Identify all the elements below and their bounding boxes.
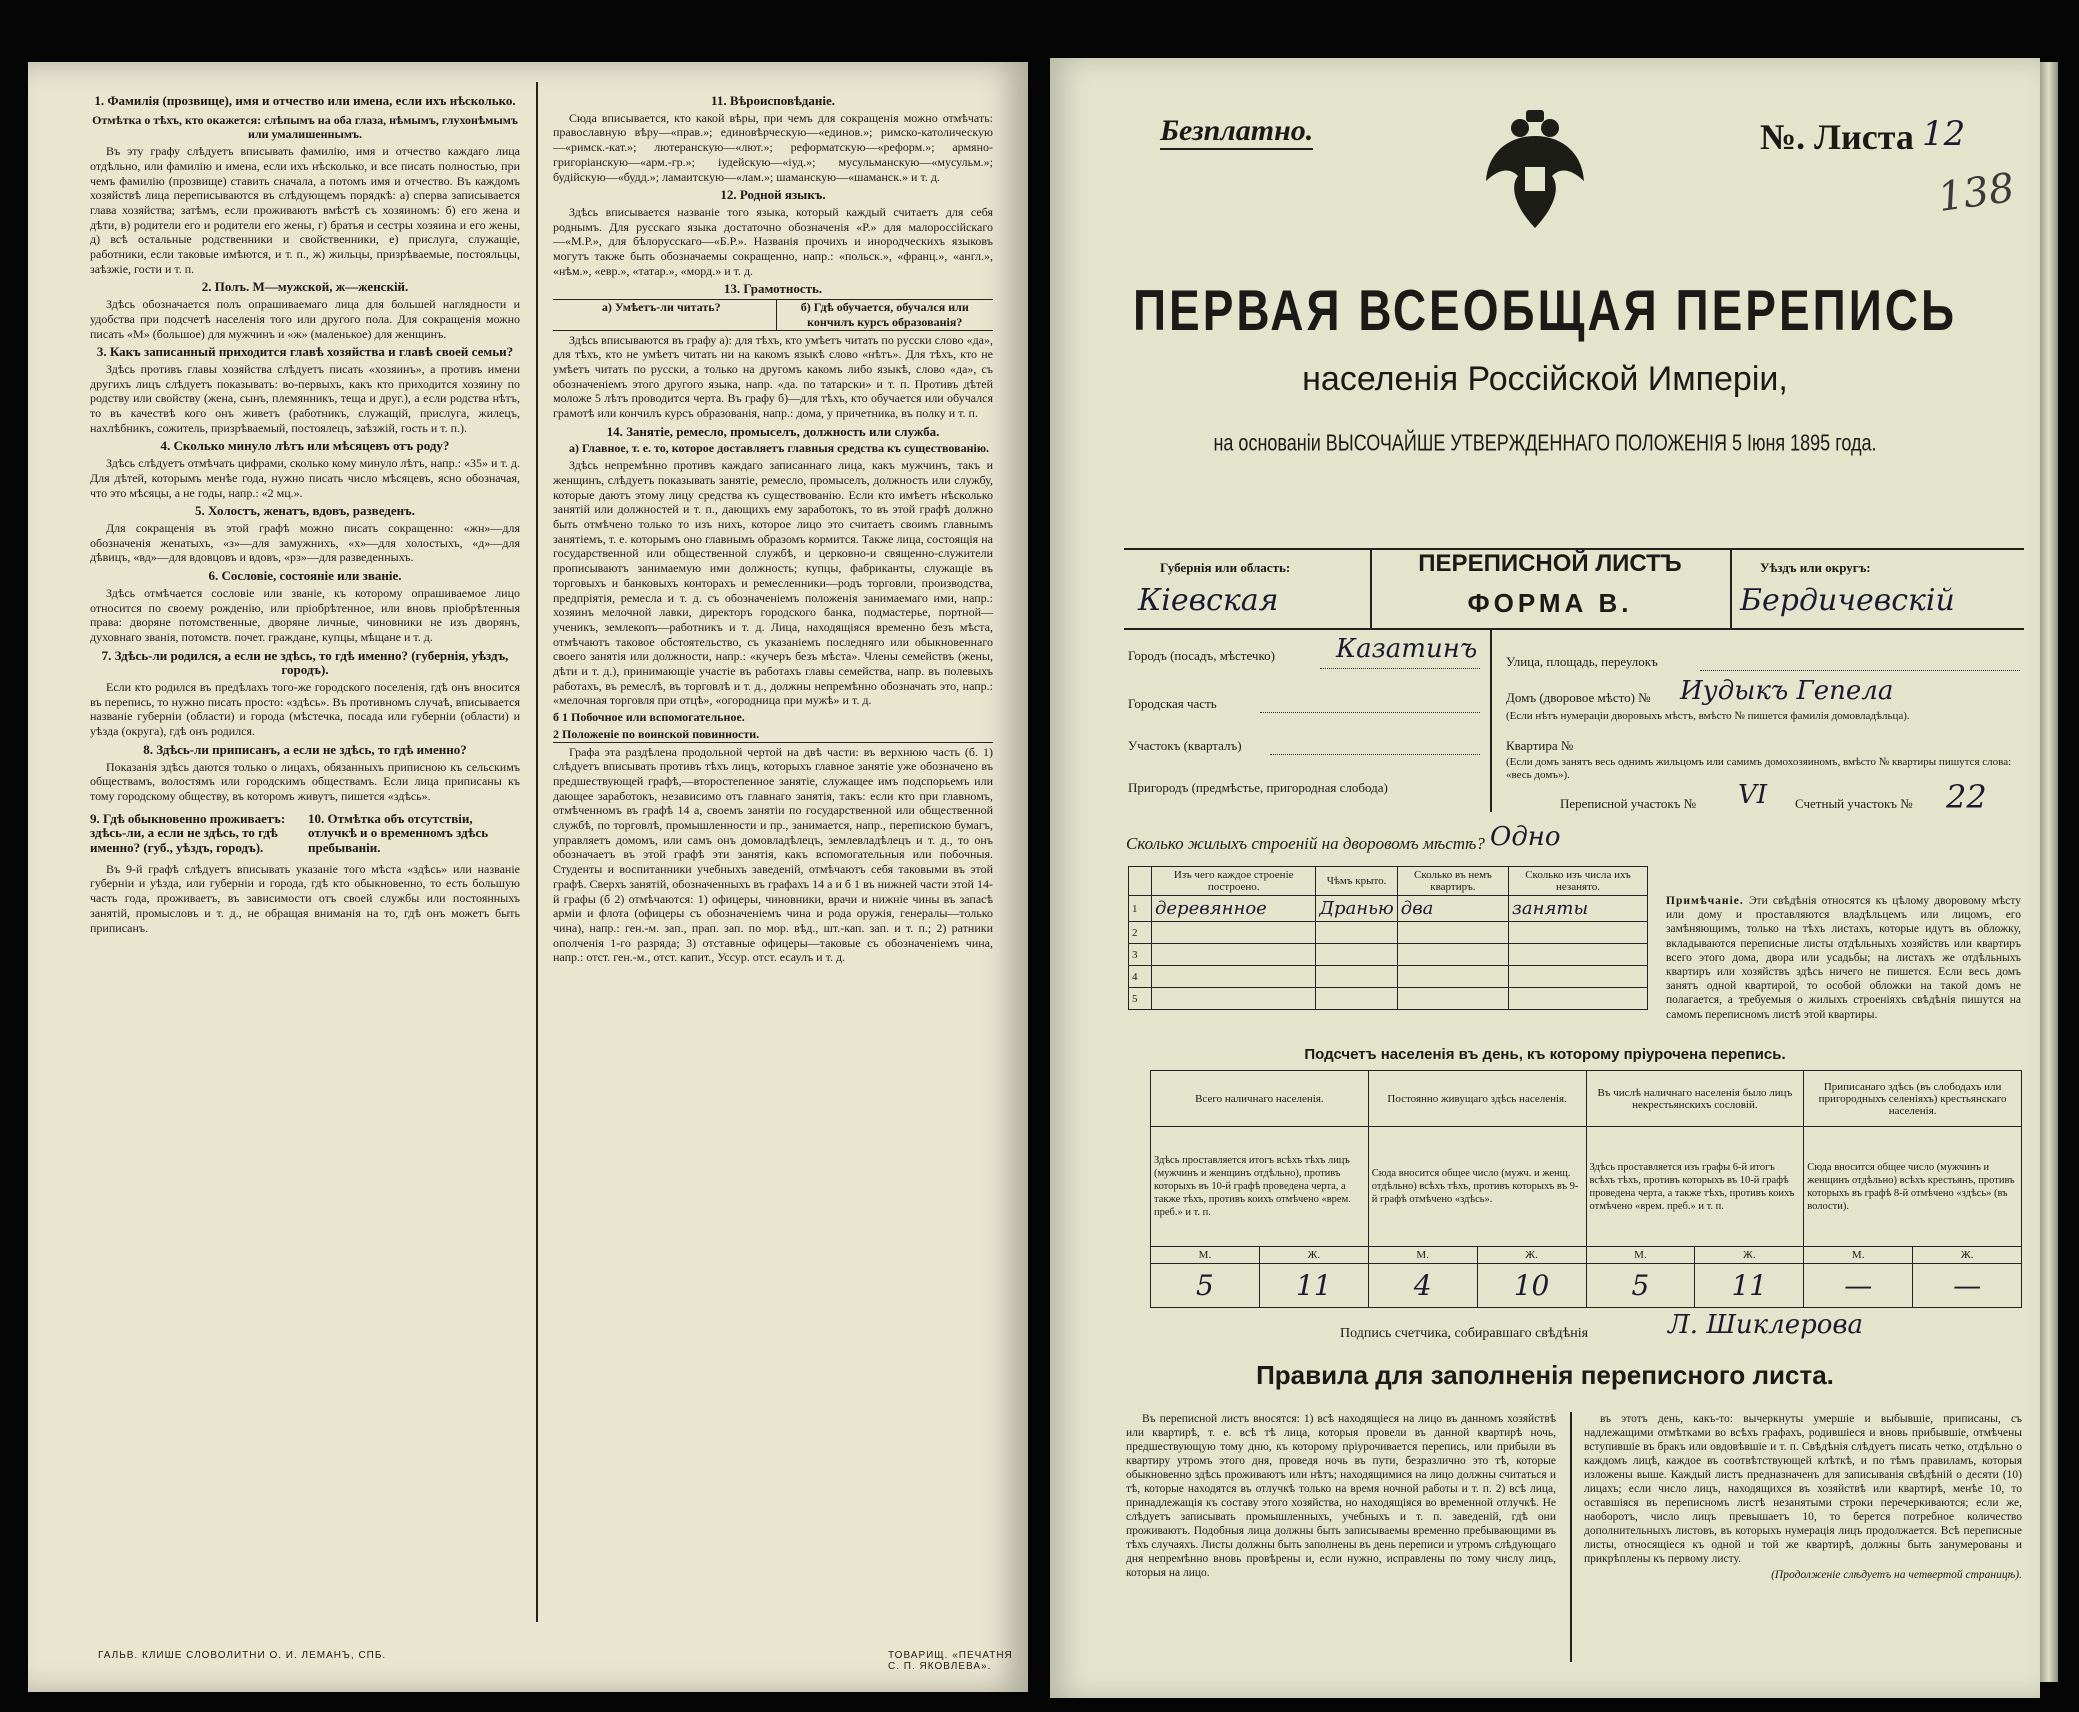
- section-text-14b: Графа эта раздѣлена продольной чертой на двѣ части: въ верхнюю часть (б. 1) слѣдуетъ вписывать противъ тѣхъ лицъ, которыхъ главное занятіе уже обозначено въ предшествующей графѣ,—второстепенное занятіе, служащее имъ подспорьемъ или дающее заработокъ, независимо отъ главнаго занятія, такъ: если кто при главномъ, отмѣченномъ въ графѣ 14 а, своемъ занятіи по государственной или общественной службѣ, по торговлѣ, промышленности и пр., занимается, напр., перепискою бумагъ, управляетъ домомъ, или самъ онъ домовладѣлецъ, землевладѣлецъ и т. д., то онъ обозначаетъ въ этой графѣ эти занятія, какъ вспомогательныя или побочныя. Студенты и воспитанники учебныхъ заведеній, отмѣчаютъ себя таковыми въ этой графѣ. Сверхъ занятій, обозначенныхъ въ графахъ 14 а и б 1 въ нижней части этой 14-й графы (б 2) отмѣчаются: 1) офицеры, чиновники, врачи и нижніе чины въ запасѣ арміи и флота (офицеры съ обозначеніемъ чина и рода оружія, генералы—только чина), напр.: ген.-м. зап., прап. зап. по мор. вѣд., шт.-кап. зап. и т. п.; 2) ратники ополченія 1-го разряда; 3) отставные офицеры—таковые съ обозначеніемъ чина, напр.: отст. ген.-м., отст. капит., Уссур. отст. есаулъ и т. д.: [553, 744, 993, 965]
- rules-text-2: въ этотъ день, какъ-то: вычеркнуты умершіе и выбывшіе, приписаны, съ надлежащими отмѣтками во всѣхъ графахъ, родившіеся и вновь прибывшіе, отмѣчены вступившіе въ бракъ или овдовѣвшіе и т. п. Свѣдѣнія слѣдуетъ писать четко, отдѣльно о каждомъ лицѣ, каждое въ соотвѣтствующей клѣткѣ, и по тѣмъ правиламъ, которыя изложены выше. Каждый листъ предназначенъ для записыванія свѣдѣній о десяти (10) лицахъ; если число лицъ, находящихся въ хозяйствѣ или квартирѣ, менѣе 10, то оставшіяся въ переписномъ листѣ незанятыми строки перечеркиваются; если же, наоборотъ, число лицъ превышаетъ 10, то берется потребное количество дополнительныхъ листовъ, въ которыхъ нумерація лицъ продолжается. Всѣ переписные листы, относящіеся къ одной и той же квартирѣ, должны быть занумерованы и прикрѣплены къ первому листу.: [1584, 1413, 2022, 1565]
- signature-value: Л. Шиклерова: [1668, 1310, 1864, 1340]
- section-14b1-label: б 1 Побочное или вспомогательное.: [553, 710, 745, 725]
- section-title-2: 2. Полъ. М—мужской, ж—женскій.: [201, 279, 409, 295]
- section-text-3: Здѣсь противъ главы хозяйства слѣдуетъ писать «хозяинъ», а противъ имени другихъ лицъ слѣдуетъ показывать: во-первыхъ, какъ кто приходится хозяину по родству или свойству (жена, сынъ, племянникъ, теща и друг.), а если родства нѣтъ, то въ качествѣ кого онъ живетъ (работникъ, служащій, прислуга, жилецъ, нахлѣбникъ, сожитель, призрѣваемый, постоялецъ, заѣзжій, гость и т. п.).: [90, 361, 520, 435]
- buildings-header-roof: Чѣмъ крыто.: [1316, 867, 1397, 896]
- signature-label: Подпись счетчика, собиравшаго свѣдѣнія: [1340, 1326, 1589, 1341]
- section-text-2: Здѣсь обозначается полъ опрашиваемаго лица для большей наглядности и удобства при подсчетѣ населенія того или другого пола. Для сокращенія можно писать «М» (большое) для мужчинъ и «ж» (маленькое) для женщинъ.: [90, 297, 520, 341]
- section-title-11: 11. Вѣроисповѣданіе.: [711, 93, 835, 108]
- column-divider: [536, 82, 538, 1622]
- gorod-value: Казатинъ: [1336, 634, 1478, 664]
- rules-title: Правила для заполненія переписного листа.: [1256, 1360, 1834, 1390]
- page-title: ПЕРВАЯ ВСЕОБЩАЯ ПЕРЕПИСЬ: [1132, 277, 1958, 343]
- section-text-11: Сюда вписывается, кто какой вѣры, при чемъ для сокращенія можно отмѣчать: православную вѣру—«прав.»; единовѣрческую—«единов.»; римско-католическую—«римск.-кат.»; лютеранскую—«лют.»; реформатскую—«реформ.»; армяно-григоріанскую—«арм.-гр.»; іудейскую—«іуд.»; мусульманскую—«мусульм.»; будійскую—«будд.»; ламаитскую—«лам.»; шаманскую—«шаманск.» и т. д.: [553, 110, 993, 184]
- section-title-12: 12. Родной языкъ.: [720, 187, 826, 203]
- gubernia-value: Кіевская: [1138, 583, 1279, 618]
- schetny-label: Счетный участокъ №: [1795, 796, 1913, 811]
- dom-label: Домъ (дворовое мѣсто) №: [1506, 690, 1651, 705]
- buildings-header-flats: Сколько въ немъ квартиръ.: [1397, 867, 1508, 896]
- section-title-10: 10. Отмѣтка объ отсутствіи, отлучкѣ и о временномъ здѣсь пребываніи.: [308, 810, 489, 856]
- legal-basis: на основаніи ВЫСОЧАЙШЕ УТВЕРЖДЕННАГО ПОЛОЖЕНІЯ 5 Іюня 1895 года.: [1213, 429, 1877, 456]
- table-row: 1 деревянное Дранью два заняты: [1129, 896, 1648, 922]
- left-page: [28, 62, 1028, 1692]
- count-header-total: Всего наличнаго населенія.: [1151, 1071, 1369, 1127]
- count-desc-total: Здѣсь проставляется итогъ всѣхъ тѣхъ лицъ (мужчинъ и женщинъ отдѣльно), противъ которыхъ въ 10-й графѣ проведена черта, а также тѣхъ, противъ коихъ отмѣчено «врем. преб.» и т. п.: [1151, 1127, 1369, 1247]
- page-subtitle: населенія Россійской Имперіи,: [1302, 360, 1788, 398]
- buildings-header-material: Изъ чего каждое строеніе построено.: [1152, 867, 1316, 896]
- uezd-label: Уѣздъ или округъ:: [1760, 560, 1871, 575]
- count-desc-non-peasant: Здѣсь проставляется изъ графы 6-й итогъ всѣхъ тѣхъ, противъ которыхъ въ 10-й графѣ проведена черта, а также тѣхъ, противъ коихъ отмѣчено «врем. преб.» и т. п.: [1586, 1127, 1804, 1247]
- section-text-4: Здѣсь слѣдуетъ отмѣчать цифрами, сколько кому минуло лѣтъ, напр.: «35» и т. д. Для дѣтей, которымъ менѣе года, нужно писать число мѣсяцевъ, ясно обозначая, что это мѣсяцы, а не годы, напр.: «2 мц.».: [90, 456, 520, 500]
- left-column-1: [90, 90, 520, 937]
- note-title: Примѣчаніе.: [1666, 895, 1744, 907]
- section-title-9: 9. Гдѣ обыкновенно проживаетъ: здѣсь-ли, а если не здѣсь, то гдѣ именно? (губ., уѣздъ, городъ).: [90, 810, 286, 856]
- section-title-7: 7. Здѣсь-ли родился, а если не здѣсь, то гдѣ именно? (губернія, уѣздъ, городъ).: [101, 647, 509, 678]
- section-text-12: Здѣсь вписывается названіе того языка, который каждый считаетъ для себя роднымъ. Для русскаго языка достаточно обозначенія «Р.» для малороссійскаго—«М.Р.», для бѣлорусскаго—«Б.Р.». Названія прочихъ и инородческихъ языковъ могутъ также быть обозначаемы сокращенно, напр.: «польск.», «франц.», «англ.», «нѣм.», «евр.», «татар.», «морд.» и т. д.: [553, 204, 993, 278]
- section-title-14: 14. Занятіе, ремесло, промыселъ, должность или служба.: [606, 423, 940, 439]
- chast-label: Городская часть: [1128, 696, 1217, 711]
- schetny-value: 22: [1946, 778, 1987, 816]
- section-text-1: Въ эту графу слѣдуетъ вписывать фамилію, имя и отчество каждаго лица отдѣльно, или фамилію и имена, если ихъ нѣсколько, и все писать полностью, при чемъ фамилію (прозвище) ставить сначала, а потомъ имя и отчество. Въ каждомъ хозяйствѣ лица переписываются въ слѣдующемъ порядкѣ: а) сперва записывается глава хозяйства; затѣмъ, если проживаютъ вмѣстѣ съ хозяиномъ: б) его жена и дѣти, в) родители его и родители его жены, г) братья и сестры хозяина и его жены, д) всѣ остальные родственники и свойственники, е) прислуга, служащіе, работники, если таковые имѣются, и т. п., ж) жильцы, призрѣваемые, постояльцы, заѣзжіе, гости и т. п.: [90, 144, 520, 276]
- gorod-label: Городъ (посадъ, мѣстечко): [1128, 648, 1275, 663]
- note-text: Эти свѣдѣнія относятся къ цѣлому дворовому мѣсту или дому и проставляются владѣльцемъ или лицомъ, его замѣняющимъ, только на тѣхъ листахъ, которые идутъ въ обложку, вкладываются переписные листы отдѣльныхъ хозяйствъ или квартиръ всего этого дома, двора или усадьбы; на листахъ же отдѣльныхъ квартиръ или хозяйствъ здѣсь ничего не пишется. Если весь домъ занятъ одной квартирой, то особой обложки на такой домъ не полагается, а требуемыя о жилыхъ строеніяхъ свѣдѣнія пишутся на самомъ переписномъ листѣ этой квартиры.: [1666, 895, 2021, 1021]
- kvartira-label: Квартира №: [1506, 738, 1574, 753]
- form-title-2: ФОРМА В.: [1467, 588, 1633, 618]
- section-title-6: 6. Сословіе, состояніе или званіе.: [208, 568, 402, 584]
- count-desc-peasant: Сюда вносится общее число (мужчинъ и женщинъ отдѣльно) всѣхъ крестьянъ, противъ которыхъ въ графѣ 8-й отмѣчено «здѣсь» (въ волости).: [1804, 1127, 2022, 1247]
- form-title-1: ПЕРЕПИСНОЙ ЛИСТЪ: [1418, 550, 1682, 577]
- count-desc-permanent: Сюда вносится общее число (мужч. и женщ. отдѣльно) всѣхъ тѣхъ, противъ которыхъ въ 9-й графѣ отмѣчено «здѣсь».: [1368, 1127, 1586, 1247]
- section-title-8: 8. Здѣсь-ли приписанъ, а если не здѣсь, то гдѣ именно?: [143, 741, 467, 757]
- section-text-7: Если кто родился въ предѣлахъ того-же городского поселенія, гдѣ онъ вносится въ перепись, то нужно писать просто: «здѣсь». Въ противномъ случаѣ, вписывается названіе губерніи (области) и города (мѣстечка, посада или губерніи (области) и уѣзда (округа), гдѣ онъ родился.: [90, 680, 520, 739]
- section-text-13: Здѣсь вписываются въ графу а): для тѣхъ, кто умѣетъ читать по русски слово «да», для тѣхъ, кто не умѣетъ читать ни на какомъ языкѣ слово «нѣтъ». Для тѣхъ, кто не умѣетъ читать по русски, а только на другомъ какомъ либо языкѣ, слово «да», съ обозначеніемъ этого другого языка, напр. «да. по татарски» и т. п. Противъ дѣтей моложе 5 лѣтъ проводится черта. Въ графу б)—для тѣхъ, кто обучается или обучался грамотѣ или кончилъ курсъ образованія, напр.: дома, у причетника, въ полку и т. п.: [553, 332, 993, 421]
- literacy-b-label: б) Гдѣ обучается, обучался или кончилъ курсъ образованія?: [776, 300, 994, 329]
- section-text-6: Здѣсь отмѣчается сословіе или званіе, къ которому опрашиваемое лицо относится по своему рожденію, или пріобрѣтенное, или вновь пріобрѣтенныя права: дворяне потомственные, дворяне личные, чиновники не изъ дворянъ, духовнаго званія, потомств. почет. граждане, купцы, мѣщане и т. д.: [90, 585, 520, 644]
- prigorod-label: Пригородъ (предмѣстье, пригородная слобода): [1128, 780, 1388, 795]
- archive-page-number: 138: [1935, 164, 2018, 222]
- rules-text-1: Въ переписной листъ вносятся: 1) всѣ находящіеся на лицо въ данномъ хозяйствѣ или квартирѣ, т. е. всѣ тѣ лица, которыя провели въ данной квартирѣ ночь, предшествующую тому дню, къ которому пріурочивается перепись, или прибыли въ квартиру утромъ этого дня, проведя ночь въ пути, безразлично это тѣ, которые обыкновенно здѣсь проживаютъ или нѣтъ; находящимися на лицо должны считаться и тѣ, которые находятся въ отлучкѣ только на время ночной работы и т. п. 2) всѣ лица, принадлежащія къ составу этого хозяйства, но находящіяся во временной отлучкѣ. Не слѣдуетъ записывать промышленныхъ, учебныхъ и т. п. заведеній, гдѣ они проживаютъ. Подобныя лица должны быть записываемы временно пребывающими въ тѣхъ случаяхъ. Листы должны быть заполнены въ день переписи и утромъ слѣдующаго дня непремѣнно вновь провѣрены и, если нужно, исправлены по тому числу лицъ, которыя на лицо.: [1126, 1413, 1556, 1579]
- buildings-header-empty: Сколько изъ числа ихъ незанято.: [1509, 867, 1648, 896]
- buildings-table: [1128, 866, 1648, 1010]
- rules-column-2: [1584, 1412, 2022, 1584]
- rules-continuation: (Продолженіе слѣдуетъ на четвертой страницѣ).: [1771, 1569, 2022, 1581]
- buildings-question: Сколько жилыхъ строеній на дворовомъ мѣстѣ?: [1126, 834, 1485, 853]
- count-header-peasant: Приписанаго здѣсь (въ слободахъ или пригородныхъ селеніяхъ) крестьянскаго населенія.: [1804, 1071, 2022, 1127]
- left-footer-2: ТОВАРИЩ. «ПЕЧАТНЯ С. П. ЯКОВЛЕВА».: [888, 1650, 1013, 1672]
- count-title: Подсчетъ населенія въ день, къ которому пріурочена перепись.: [1304, 1046, 1786, 1063]
- count-header-permanent: Постоянно живущаго здѣсь населенія.: [1368, 1071, 1586, 1127]
- right-page: [1050, 58, 2040, 1698]
- perepisnoy-value: VI: [1738, 780, 1768, 810]
- section-title-5: 5. Холостъ, женатъ, вдовъ, разведенъ.: [195, 503, 415, 519]
- section-14b2-label: 2 Положеніе по воинской повинности.: [553, 727, 993, 743]
- table-row: 4: [1129, 966, 1648, 988]
- left-footer-1: ГАЛЬВ. КЛИШЕ СЛОВОЛИТНИ О. И. ЛЕМАНЪ, СПБ.: [98, 1650, 387, 1661]
- section-text-8: Показанія здѣсь даются только о лицахъ, обязанныхъ приписною къ сельскимъ обществамъ, волостямъ или городскимъ обществамъ. Если лица приписаны къ тому городскому обществу, въ которомъ живутъ, пишется «здѣсь».: [90, 759, 520, 803]
- dom-note: (Если нѣтъ нумераціи дворовыхъ мѣстъ, вмѣсто № пишется фамилія домовладѣльца).: [1506, 710, 1910, 722]
- section-text-9: Въ 9-й графѣ слѣдуетъ вписывать указаніе того мѣста «здѣсь» или названіе губерніи и уѣзда, или губерніи и города, гдѣ кто обыкновенно, то есть большую часть года, проживаетъ, въ зависимости отъ своей службы или постоянныхъ занятій, промысловъ и т. д., не обращая вниманія на то, гдѣ онъ можетъ быть приписанъ.: [90, 861, 520, 935]
- section-title-1: 1. Фамилія (прозвище), имя и отчество или имена, если ихъ нѣсколько.: [94, 93, 516, 108]
- count-header-non-peasant: Въ числѣ наличнаго населенія было лицъ некрестьянскихъ сословій.: [1586, 1071, 1804, 1127]
- section-title-13: 13. Грамотность.: [723, 281, 823, 297]
- section-subtitle-1: Отмѣтка о тѣхъ, кто окажется: слѣпымъ на оба глаза, нѣмымъ, глухонѣмымъ или умалишеннымъ.: [92, 112, 518, 142]
- dom-value: Иудыкъ Гепела: [1680, 676, 1894, 706]
- buildings-answer: Одно: [1490, 822, 1561, 852]
- uezd-value: Бердичевскій: [1740, 583, 1955, 618]
- gubernia-label: Губернія или область:: [1160, 560, 1291, 575]
- kvartira-note: (Если домъ занятъ весь однимъ жильцомъ или самимъ домохозяиномъ, вмѣсто № квартиры пишутся слова: «весь домъ»).: [1506, 756, 2012, 781]
- table-row: 5: [1129, 988, 1648, 1010]
- table-row: 2: [1129, 922, 1648, 944]
- section-text-14: Здѣсь непремѣнно противъ каждаго записаннаго лица, какъ мужчинъ, такъ и женщинъ, слѣдуетъ показывать занятіе, ремесло, промыселъ, должность или службу, которые даютъ этому лицу средства къ существованію. Если кто имѣетъ нѣсколько занятій или должностей и т. п., дающихъ ему заработокъ, то въ этой графѣ должно быть отмѣчено только то изъ нихъ, которое лицо это считаетъ своимъ главнымъ занятіемъ, т. е. которымъ оно главнымъ образомъ кормится. Также лица, состоящія на государственной или общественной службѣ, и церковно-и священно-служители прописываютъ занимаемую ими должность; купцы, фабриканты, служащіе въ торговыхъ и банковыхъ конторахъ и ремесленники—родъ торговли, производства, предпріятія, ремесла и т. д. съ обозначеніемъ положенія занимаемаго ими, напр.: хозяинъ мелочной лавки, директоръ городского банка, подмастерье, портной—ученикъ, землекопъ—работникъ и т. д. Лица, находящіяся временно безъ мѣста, отмѣчаютъ таковое обстоятельство, съ указаніемъ последняго или обыкновеннаго своего занятія или должности, напр.: «кучеръ безъ мѣста». Члены семействъ (жены, дѣти и т. д.), принимающіе участіе въ работахъ главы семейства, напр. въ полевыхъ работахъ, въ ремеслѣ, въ торговлѣ и т. д., должны непремѣнно обозначать это, напр.: «мелочная торговля при отцѣ», «огородница при мужѣ» и т. д.: [553, 458, 993, 708]
- uchastok-label: Участокъ (кварталъ): [1128, 738, 1242, 753]
- count-values-row: 5 11 4 10 5 11 — —: [1151, 1264, 2022, 1308]
- note-block: [1666, 894, 2021, 1022]
- section-text-5: Для сокращенія въ этой графѣ можно писать сокращенно: «жн»—для обозначенія женатыхъ, «з»—для замужнихъ, «х»—для холостыхъ, «д»—для дѣвицъ, «вд»—для вдовцовъ и вдовъ, «рз»—для разведенныхъ.: [90, 520, 520, 565]
- perepisnoy-label: Переписной участокъ №: [1560, 796, 1697, 811]
- left-column-2: [553, 90, 993, 967]
- imperial-eagle-emblem: [1480, 106, 1590, 236]
- section-14a-label: а) Главное, т. е. то, которое доставляетъ главныя средства къ существованію.: [569, 441, 989, 456]
- free-label: Безплатно.: [1160, 114, 1313, 150]
- rules-column-1: [1126, 1412, 1556, 1582]
- section-title-4: 4. Сколько минуло лѣтъ или мѣсяцевъ отъ роду?: [160, 438, 450, 454]
- population-count-table: Всего наличнаго населенія. Постоянно живущаго здѣсь населенія. Въ числѣ наличнаго населенія было лицъ некрестьянскихъ сословій. Приписанаго здѣсь (въ слободахъ или пригородныхъ селеніяхъ) крестьянскаго населенія. Здѣсь проставляется итогъ всѣхъ тѣхъ лицъ (мужчинъ и женщинъ отдѣльно), противъ которыхъ въ 10-й графѣ проведена черта, а также тѣхъ, противъ коихъ отмѣчено «врем. преб.» и т. п. Сюда вносится общее число (мужч. и женщ. отдѣльно) всѣхъ тѣхъ, противъ которыхъ въ 9-й графѣ отмѣчено «здѣсь». Здѣсь проставляется изъ графы 6-й итогъ всѣхъ тѣхъ, противъ которыхъ въ 10-й графѣ проведена черта, а также тѣхъ, противъ коихъ отмѣчено «врем. преб.» и т. п. Сюда вносится общее число (мужчинъ и женщинъ отдѣльно) всѣхъ крестьянъ, противъ которыхъ въ графѣ 8-й отмѣчено «здѣсь» (въ волости). М. Ж. М. Ж. М. Ж. М. Ж. 5 11 4 10 5 11 — —: [1150, 1070, 2022, 1308]
- ulitsa-label: Улица, площадь, переулокъ: [1506, 654, 1658, 669]
- sheet-number-value: 12: [1922, 114, 1966, 154]
- section-title-3: 3. Какъ записанный приходится главѣ хозяйства и главѣ своей семьи?: [96, 344, 514, 360]
- table-row: 3: [1129, 944, 1648, 966]
- literacy-a-label: а) Умѣетъ-ли читать?: [601, 300, 721, 315]
- sheet-number-label: №. Листа: [1760, 117, 1914, 157]
